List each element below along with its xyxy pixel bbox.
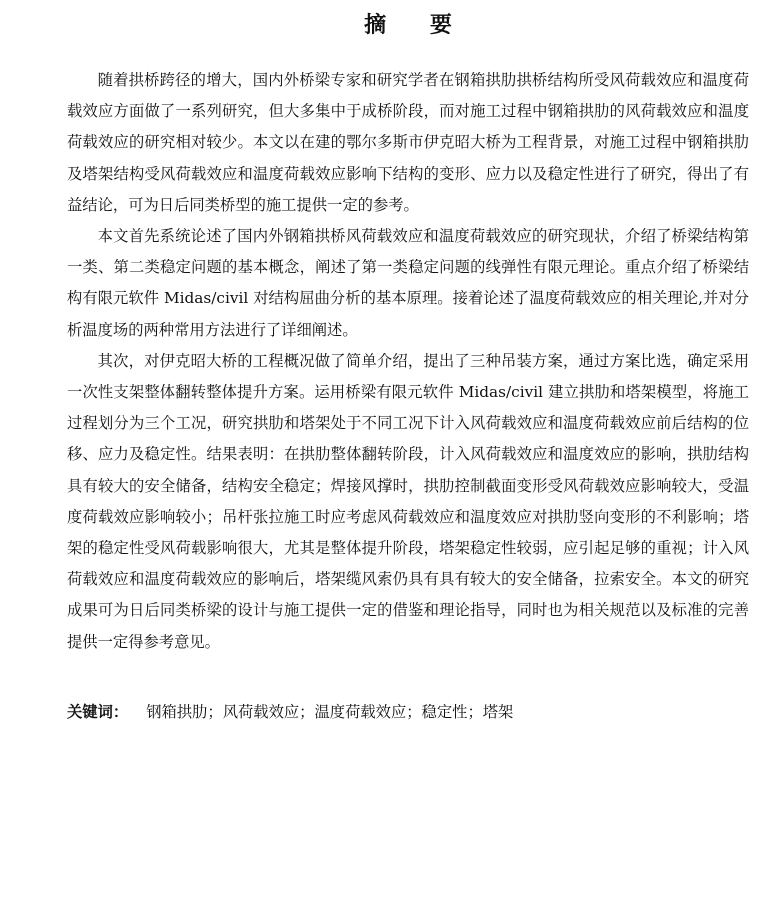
- keywords-label: 关键词：: [67, 702, 129, 721]
- abstract-title: 摘 要: [364, 13, 470, 38]
- keywords-line: [67, 700, 749, 724]
- abstract-paragraph-3: 其次，对伊克昭大桥的工程概况做了简单介绍，提出了三种吊装方案，通过方案比选，确定采用一次性支架整体翻转整体提升方案。运用桥梁有限元软件 Midas/civil 建立拱肋和塔架模型，将施工过程划分为三个工况，研究拱肋和塔架处于不同工况下计入风荷载效应和温度荷载效应前后结构的位移、应力及稳定性。结果表明：在拱肋整体翻转阶段，计入风荷载效应和温度效应的影响，拱肋结构具有较大的安全储备，结构安全稳定；焊接风撑时，拱肋控制截面变形受风荷载效应影响较大，受温度荷载效应影响较小；吊杆张拉施工时应考虑风荷载效应和温度效应对拱肋竖向变形的不利影响；塔架的稳定性受风荷载影响很大，尤其是整体提升阶段，塔架稳定性较弱，应引起足够的重视；计入风荷载效应和温度荷载效应的影响后，塔架缆风索仍具有具有较大的安全储备，拉索安全。本文的研究成果可为日后同类桥梁的设计与施工提供一定的借鉴和理论指导，同时也为相关规范以及标准的完善提供一定得参考意见。: [67, 351, 749, 651]
- abstract-body: [67, 65, 749, 658]
- abstract-paragraph-2: 本文首先系统论述了国内外钢箱拱桥风荷载效应和温度荷载效应的研究现状，介绍了桥梁结构第一类、第二类稳定问题的基本概念，阐述了第一类稳定问题的线弹性有限元理论。重点介绍了桥梁结构有限元软件 Midas/civil 对结构屈曲分析的基本原理。接着论述了温度荷载效应的相关理论,并对分析温度场的两种常用方法进行了详细阐述。: [67, 227, 749, 339]
- keywords-text: 钢箱拱肋；风荷载效应；温度荷载效应；稳定性；塔架: [146, 702, 514, 721]
- abstract-paragraph-1: 随着拱桥跨径的增大，国内外桥梁专家和研究学者在钢箱拱肋拱桥结构所受风荷载效应和温度荷载效应方面做了一系列研究，但大多集中于成桥阶段，而对施工过程中钢箱拱肋的风荷载效应和温度荷载效应的研究相对较少。本文以在建的鄂尔多斯市伊克昭大桥为工程背景，对施工过程中钢箱拱肋及塔架结构受风荷载效应和温度荷载效应影响下结构的变形、应力以及稳定性进行了研究，得出了有益结论，可为日后同类桥型的施工提供一定的参考。: [67, 71, 749, 214]
